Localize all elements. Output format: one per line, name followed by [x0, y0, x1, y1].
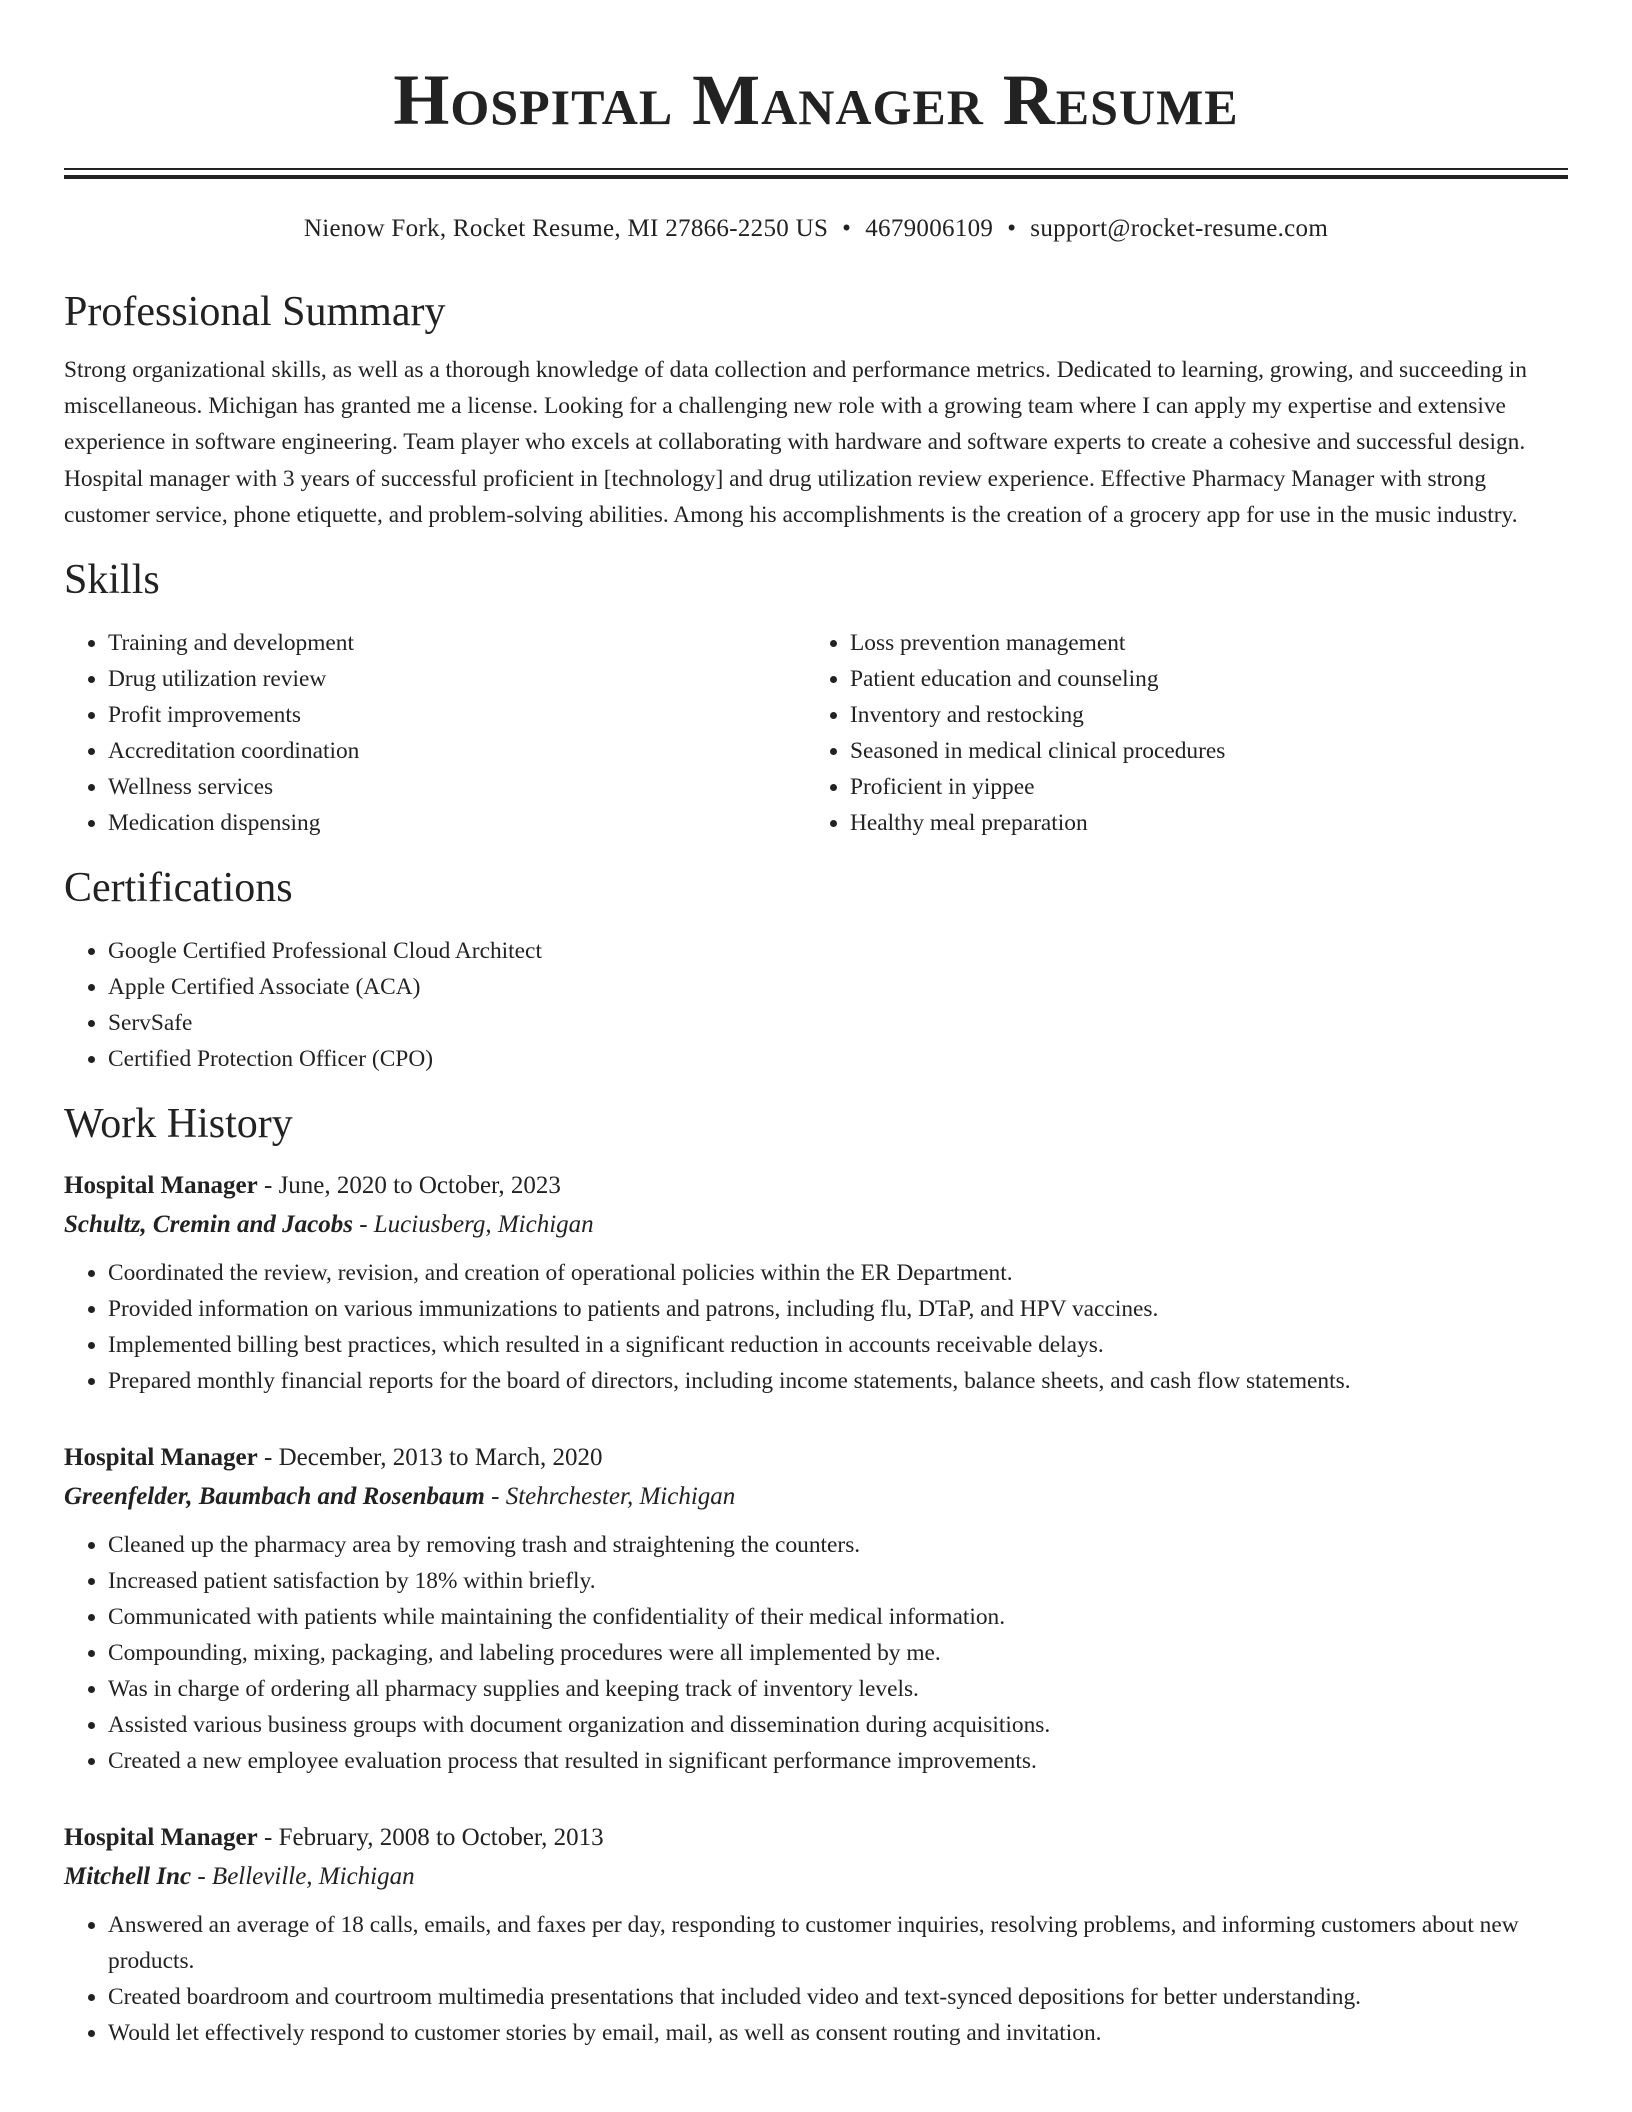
- skill-item: • Inventory and restocking: [850, 697, 1548, 733]
- job-bullet: • Created a new employee evaluation process that resulted in significant performance improvements.: [108, 1743, 1568, 1779]
- job-bullets: [64, 1907, 1568, 2051]
- job-location: - Luciusberg, Michigan: [352, 1211, 594, 1239]
- skills-heading: Skills: [64, 557, 160, 604]
- job-company: Greenfelder, Baumbach and Rosenbaum: [64, 1483, 485, 1511]
- contact-phone: 4679006109: [865, 215, 994, 242]
- job-company: Mitchell Inc: [64, 1863, 192, 1891]
- skill-item: • Accreditation coordination: [108, 733, 806, 769]
- skill-item: • Wellness services: [108, 769, 806, 805]
- skill-item: • Loss prevention management: [850, 625, 1548, 661]
- contact-separator: •: [1007, 215, 1017, 242]
- job-bullets: [64, 1255, 1568, 1399]
- job-bullet: • Was in charge of ordering all pharmacy supplies and keeping track of inventory levels.: [108, 1671, 1568, 1707]
- contact-email: support@rocket-resume.com: [1030, 215, 1329, 242]
- contact-address: Nienow Fork, Rocket Resume, MI 27866-2250 US: [303, 215, 829, 242]
- job-bullets: [64, 1527, 1568, 1779]
- job-company-line: [64, 1205, 1568, 1245]
- job-bullet: • Increased patient satisfaction by 18% within briefly.: [108, 1563, 1568, 1599]
- job-dates: - December, 2013 to March, 2020: [257, 1444, 603, 1472]
- certifications-list: [64, 933, 1568, 1077]
- job-role: Hospital Manager: [64, 1824, 258, 1852]
- contact-line: [64, 213, 1568, 245]
- skill-item: • Proficient in yippee: [850, 769, 1548, 805]
- title-divider: [64, 168, 1568, 179]
- job-bullet: • Prepared monthly financial reports for the board of directors, including income statements, balance sheets, and cash flow statements.: [108, 1363, 1568, 1399]
- skill-item: • Seasoned in medical clinical procedures: [850, 733, 1548, 769]
- skill-item: • Medication dispensing: [108, 805, 806, 841]
- certification-item: • Google Certified Professional Cloud Architect: [108, 933, 1568, 969]
- certification-item: • ServSafe: [108, 1005, 1568, 1041]
- job-entry: [64, 1819, 1568, 2051]
- job-title-line: [64, 1439, 1568, 1477]
- resume-title: Hospital Manager Resume: [393, 60, 1239, 140]
- job-company-line: [64, 1477, 1568, 1517]
- job-bullet: • Created boardroom and courtroom multimedia presentations that included video and text-synced depositions for better understanding.: [108, 1979, 1568, 2015]
- job-role: Hospital Manager: [64, 1172, 258, 1200]
- skill-item: • Training and development: [108, 625, 806, 661]
- skill-item: • Healthy meal preparation: [850, 805, 1548, 841]
- skill-item: • Drug utilization review: [108, 661, 806, 697]
- contact-separator: •: [842, 215, 852, 242]
- skills-columns: [64, 625, 1568, 841]
- certification-item: • Apple Certified Associate (ACA): [108, 969, 1568, 1005]
- job-location: - Belleville, Michigan: [191, 1863, 415, 1891]
- job-bullet: • Provided information on various immunizations to patients and patrons, including flu, DTaP, and HPV vaccines.: [108, 1291, 1568, 1327]
- job-entry: [64, 1439, 1568, 1779]
- job-bullet: • Answered an average of 18 calls, emails, and faxes per day, responding to customer inquiries, resolving problems, and informing customers about new products.: [108, 1907, 1568, 1979]
- job-role: Hospital Manager: [64, 1444, 258, 1472]
- job-location: - Stehrchester, Michigan: [484, 1483, 736, 1511]
- work-history-heading: Work History: [64, 1101, 293, 1148]
- job-entry: [64, 1167, 1568, 1399]
- job-bullet: • Assisted various business groups with document organization and dissemination during acquisitions.: [108, 1707, 1568, 1743]
- skill-item: • Profit improvements: [108, 697, 806, 733]
- job-bullet: • Compounding, mixing, packaging, and labeling procedures were all implemented by me.: [108, 1635, 1568, 1671]
- job-bullet: • Implemented billing best practices, which resulted in a significant reduction in accounts receivable delays.: [108, 1327, 1568, 1363]
- job-bullet: • Coordinated the review, revision, and creation of operational policies within the ER Department.: [108, 1255, 1568, 1291]
- job-bullet: • Would let effectively respond to customer stories by email, mail, as well as consent routing and invitation.: [108, 2015, 1568, 2051]
- certification-item: • Certified Protection Officer (CPO): [108, 1041, 1568, 1077]
- summary-heading: Professional Summary: [64, 289, 446, 335]
- job-dates: - June, 2020 to October, 2023: [257, 1172, 561, 1200]
- job-title-line: [64, 1819, 1568, 1857]
- skills-list-left: [64, 625, 806, 841]
- job-dates: - February, 2008 to October, 2013: [257, 1824, 604, 1852]
- summary-text: Strong organizational skills, as well as a thorough knowledge of data collection and performance metrics. Dedicated to learning, growing, and succeeding in miscellaneous. Michigan has granted me a license. Looking for a challenging new role with a growing team where I can apply my expertise and extensive experience in software engineering. Team player who excels at collaborating with hardware and software experts to create a cohesive and successful design. Hospital manager with 3 years of successful proficient in [technology] and drug utilization review experience. Effective Pharmacy Manager with strong customer service, phone etiquette, and problem-solving abilities. Among his accomplishments is the creation of a grocery app for use in the music industry.: [64, 357, 1527, 528]
- certifications-heading: Certifications: [64, 865, 293, 912]
- skills-list-right: [806, 625, 1548, 841]
- job-bullet: • Communicated with patients while maintaining the confidentiality of their medical information.: [108, 1599, 1568, 1635]
- job-bullet: • Cleaned up the pharmacy area by removing trash and straightening the counters.: [108, 1527, 1568, 1563]
- skill-item: • Patient education and counseling: [850, 661, 1548, 697]
- job-title-line: [64, 1167, 1568, 1205]
- job-company: Schultz, Cremin and Jacobs: [64, 1211, 353, 1239]
- job-company-line: [64, 1857, 1568, 1897]
